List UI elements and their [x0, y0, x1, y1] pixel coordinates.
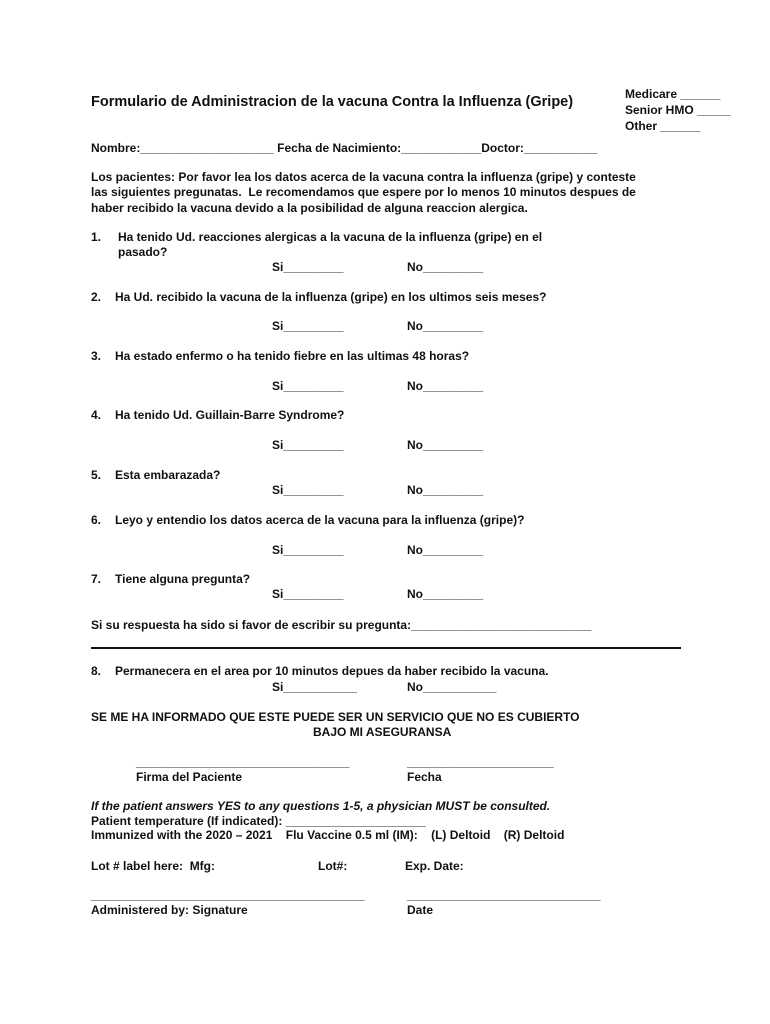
question-number: 4. [91, 408, 102, 422]
answer-si: Si_________ [272, 483, 344, 497]
answer-no: No___________ [407, 680, 497, 694]
admin-signature-line: _________________________________________ [91, 888, 365, 902]
section-divider [91, 647, 681, 649]
patient-temperature: Patient temperature (If indicated): _____________________ [91, 814, 426, 828]
intro-line: Los pacientes: Por favor lea los datos acerca de la vacuna contra la influenza (gripe) y conteste [91, 170, 636, 184]
insurance-notice: BAJO MI ASEGURANSA [313, 725, 452, 739]
patient-signature-line: ________________________________ [136, 755, 350, 769]
answer-no: No_________ [407, 260, 484, 274]
intro-line: las siguientes pregunatas. Le recomendamos que espere por lo menos 10 minutos despues de [91, 185, 636, 199]
answer-si: Si_________ [272, 438, 344, 452]
answer-no: No_________ [407, 587, 484, 601]
coverage-other: Other ______ [625, 119, 701, 133]
question-text: Ha Ud. recibido la vacuna de la influenza (gripe) en los ultimos seis meses? [115, 290, 547, 304]
question-number: 5. [91, 468, 102, 482]
question-number: 7. [91, 572, 102, 586]
question-text: Leyo y entendio los datos acerca de la vacuna para la influenza (gripe)? [115, 513, 525, 527]
answer-si: Si_________ [272, 543, 344, 557]
question-number: 6. [91, 513, 102, 527]
patient-info-line: Nombre:____________________ Fecha de Nacimiento:____________Doctor:___________ [91, 141, 598, 155]
coverage-senior-hmo: Senior HMO _____ [625, 103, 731, 117]
answer-no: No_________ [407, 319, 484, 333]
answer-si: Si___________ [272, 680, 357, 694]
question-text: Ha tenido Ud. Guillain-Barre Syndrome? [115, 408, 345, 422]
admin-signature-label: Administered by: Signature [91, 903, 248, 917]
question-number: 8. [91, 664, 102, 678]
question-text: Ha tenido Ud. reacciones alergicas a la vacuna de la influenza (gripe) en el [118, 230, 543, 244]
question-text: Permanecera en el area por 10 minutos depues da haber recibido la vacuna. [115, 664, 549, 678]
question-number: 1. [91, 230, 102, 244]
coverage-medicare: Medicare ______ [625, 87, 721, 101]
answer-si: Si_________ [272, 379, 344, 393]
patient-date-label: Fecha [407, 770, 442, 784]
admin-date-line: _____________________________ [407, 888, 601, 902]
answer-no: No_________ [407, 379, 484, 393]
patient-signature-label: Firma del Paciente [136, 770, 243, 784]
intro-line: haber recibido la vacuna devido a la posibilidad de alguna reaccion alergica. [91, 201, 528, 215]
lot-label-mfg: Lot # label here: Mfg: [91, 859, 216, 873]
question-text: Ha estado enfermo o ha tenido fiebre en las ultimas 48 horas? [115, 349, 470, 363]
question-number: 2. [91, 290, 102, 304]
answer-si: Si_________ [272, 260, 344, 274]
insurance-notice: SE ME HA INFORMADO QUE ESTE PUEDE SER UN SERVICIO QUE NO ES CUBIERTO [91, 710, 580, 724]
question-text: Esta embarazada? [115, 468, 221, 482]
answer-no: No_________ [407, 543, 484, 557]
physician-warning: If the patient answers YES to any questions 1-5, a physician MUST be consulted. [91, 799, 551, 813]
question-prompt: Si su respuesta ha sido si favor de escribir su pregunta:___________________________ [91, 618, 592, 632]
question-text: Tiene alguna pregunta? [115, 572, 251, 586]
answer-no: No_________ [407, 483, 484, 497]
question-text: pasado? [118, 245, 168, 259]
answer-si: Si_________ [272, 587, 344, 601]
exp-date: Exp. Date: [405, 859, 464, 873]
form-title: Formulario de Administracion de la vacuna Contra la Influenza (Gripe) [91, 94, 574, 110]
lot-number: Lot#: [318, 859, 348, 873]
answer-no: No_________ [407, 438, 484, 452]
admin-date-label: Date [407, 903, 434, 917]
question-number: 3. [91, 349, 102, 363]
immunization-info: Immunized with the 2020 – 2021 Flu Vaccine 0.5 ml (IM): (L) Deltoid (R) Deltoid [91, 828, 565, 842]
answer-si: Si_________ [272, 319, 344, 333]
patient-date-line: ______________________ [407, 755, 554, 769]
